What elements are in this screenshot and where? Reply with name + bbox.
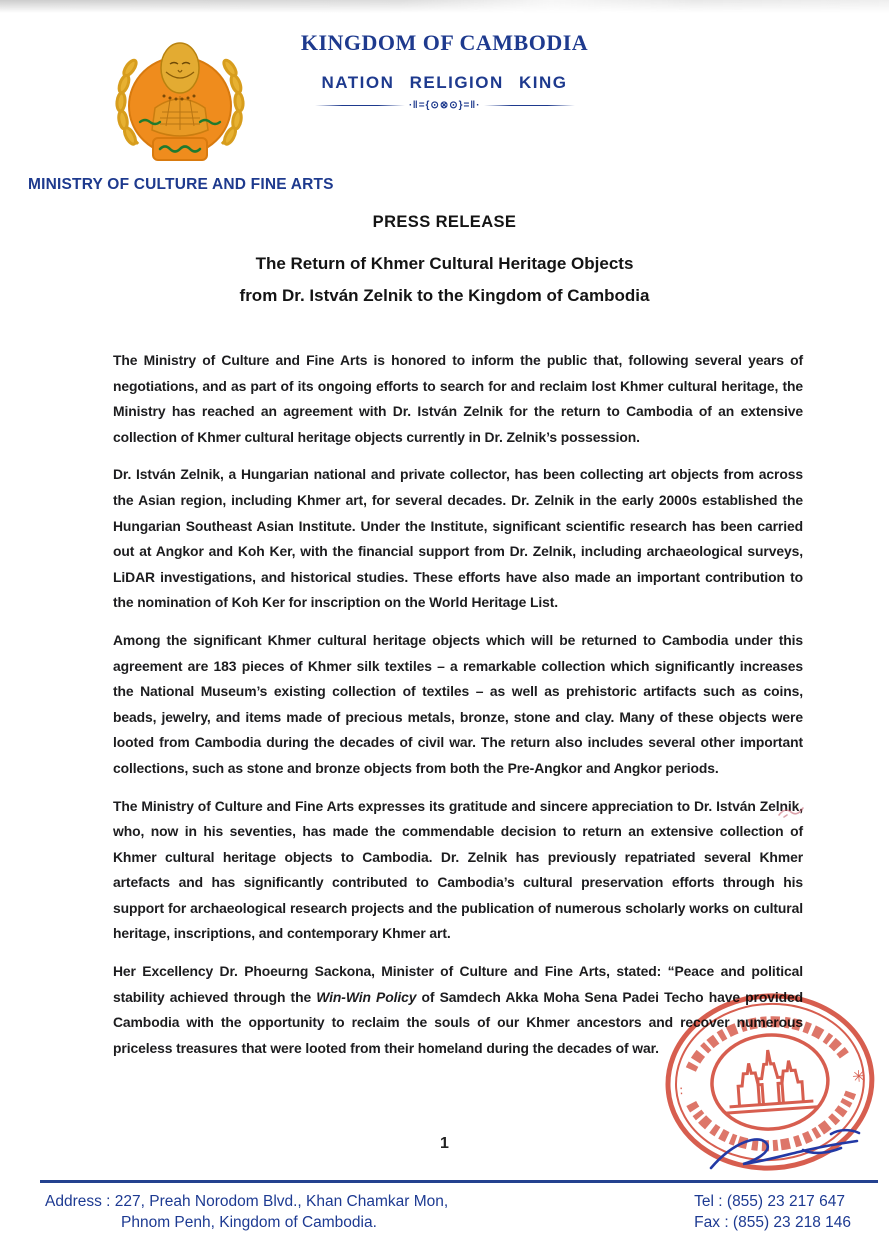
quote-mid: of xyxy=(416,988,440,1005)
document-title-line2: from Dr. István Zelnik to the Kingdom of Cambodia xyxy=(239,286,650,305)
quote-post: have provided Cambodia with the opportunity to reclaim the souls of our Khmer ancestors and recover numerous priceless treasures that were looted from their homeland during the decades of war. xyxy=(113,988,803,1056)
body-paragraph-3: Among the significant Khmer cultural heritage objects which will be returned to Cambodia under this agreement are 183 pieces of Khmer silk textiles – a remarkable collection which significantly increases the National Museum’s existing collection of textiles – as well as prehistoric artifacts such as coins, beads, jewelry, and items made of precious metals, bronze, stone and clay. Many of these objects were looted from Cambodia during the decades of civil war. The return also includes several other important collections, such as stone and bronze objects from both the Pre-Angkor and Angkor periods. xyxy=(113,631,803,776)
ornamental-divider xyxy=(315,100,575,111)
quote-policy-italic: Win-Win Policy xyxy=(316,988,417,1005)
scan-artifact-top xyxy=(0,0,889,13)
fax-line: Fax : (855) 23 218 146 xyxy=(694,1214,851,1231)
seal-star-left: : xyxy=(678,1083,685,1099)
page-number: 1 xyxy=(440,1135,449,1152)
divider-ornament: ∙‖={⊙⊗⊙}=‖∙ xyxy=(408,100,481,111)
address-line1: Address : 227, Preah Norodom Blvd., Khan Chamkar Mon, xyxy=(45,1193,449,1210)
address-block xyxy=(45,1191,448,1233)
letterhead xyxy=(0,30,889,111)
document-title-line1: The Return of Khmer Cultural Heritage Objects xyxy=(255,254,634,273)
divider-rule-left xyxy=(315,105,405,107)
press-release-heading: PRESS RELEASE xyxy=(372,213,517,231)
seal-star-right: ✳ xyxy=(851,1066,867,1087)
ministry-name: MINISTRY OF CULTURE AND FINE ARTS xyxy=(28,176,334,193)
body-paragraph-4: The Ministry of Culture and Fine Arts expresses its gratitude and sincere appreciation to Dr. István Zelnik, who, now in his seventies, has made the commendable decision to return an extensive collection of Khmer cultural heritage objects to Cambodia. Dr. Zelnik has previously repatriated several Khmer artefacts and has significantly contributed to Cambodia’s cultural preservation efforts through his support for archaeological research projects and the publication of numerous scholarly works on cultural heritage, inscriptions, and contemporary Khmer art. xyxy=(113,797,803,942)
contact-block xyxy=(694,1191,851,1233)
angkor-wat-towers xyxy=(722,1047,818,1113)
document-body xyxy=(113,348,803,1073)
quote-pre: Her Excellency Dr. Phoeurng Sackona, Minister of Culture and Fine Arts, stated: “Peace and political stability achieved through the xyxy=(113,963,803,1005)
kingdom-title: KINGDOM OF CAMBODIA xyxy=(300,30,589,55)
tel-line: Tel : (855) 23 217 647 xyxy=(694,1193,845,1210)
minister-signature xyxy=(703,1126,875,1184)
body-paragraph-2: Dr. István Zelnik, a Hungarian national and private collector, has been collecting art objects from across the Asian region, including Khmer art, for several decades. Dr. Zelnik in the early 2000s established the Hungarian Southeast Asian Institute. Under the Institute, significant scientific research has been carried out at Angkor and Koh Ker, with the financial support from Dr. Zelnik, including archaeological surveys, LiDAR investigations, and historical studies. These efforts have also made an important contribution to the nomination of Koh Ker for inscription on the World Heritage List. xyxy=(113,466,803,611)
quote-honorific-bold: Samdech Akka Moha Sena Padei Techo xyxy=(439,988,704,1005)
ink-smudge-mark xyxy=(776,803,810,821)
national-motto: NATION RELIGION KING xyxy=(321,73,568,92)
divider-rule-right xyxy=(484,105,574,107)
body-paragraph-1: The Ministry of Culture and Fine Arts is honored to inform the public that, following several years of negotiations, and as part of its ongoing efforts to search for and reclaim lost Khmer cultural heritage, the Ministry has reached an agreement with Dr. István Zelnik for the return to Cambodia of an extensive collection of Khmer cultural heritage objects currently in Dr. Zelnik’s possession. xyxy=(113,352,803,445)
address-line2: Phnom Penh, Kingdom of Cambodia. xyxy=(121,1214,377,1231)
